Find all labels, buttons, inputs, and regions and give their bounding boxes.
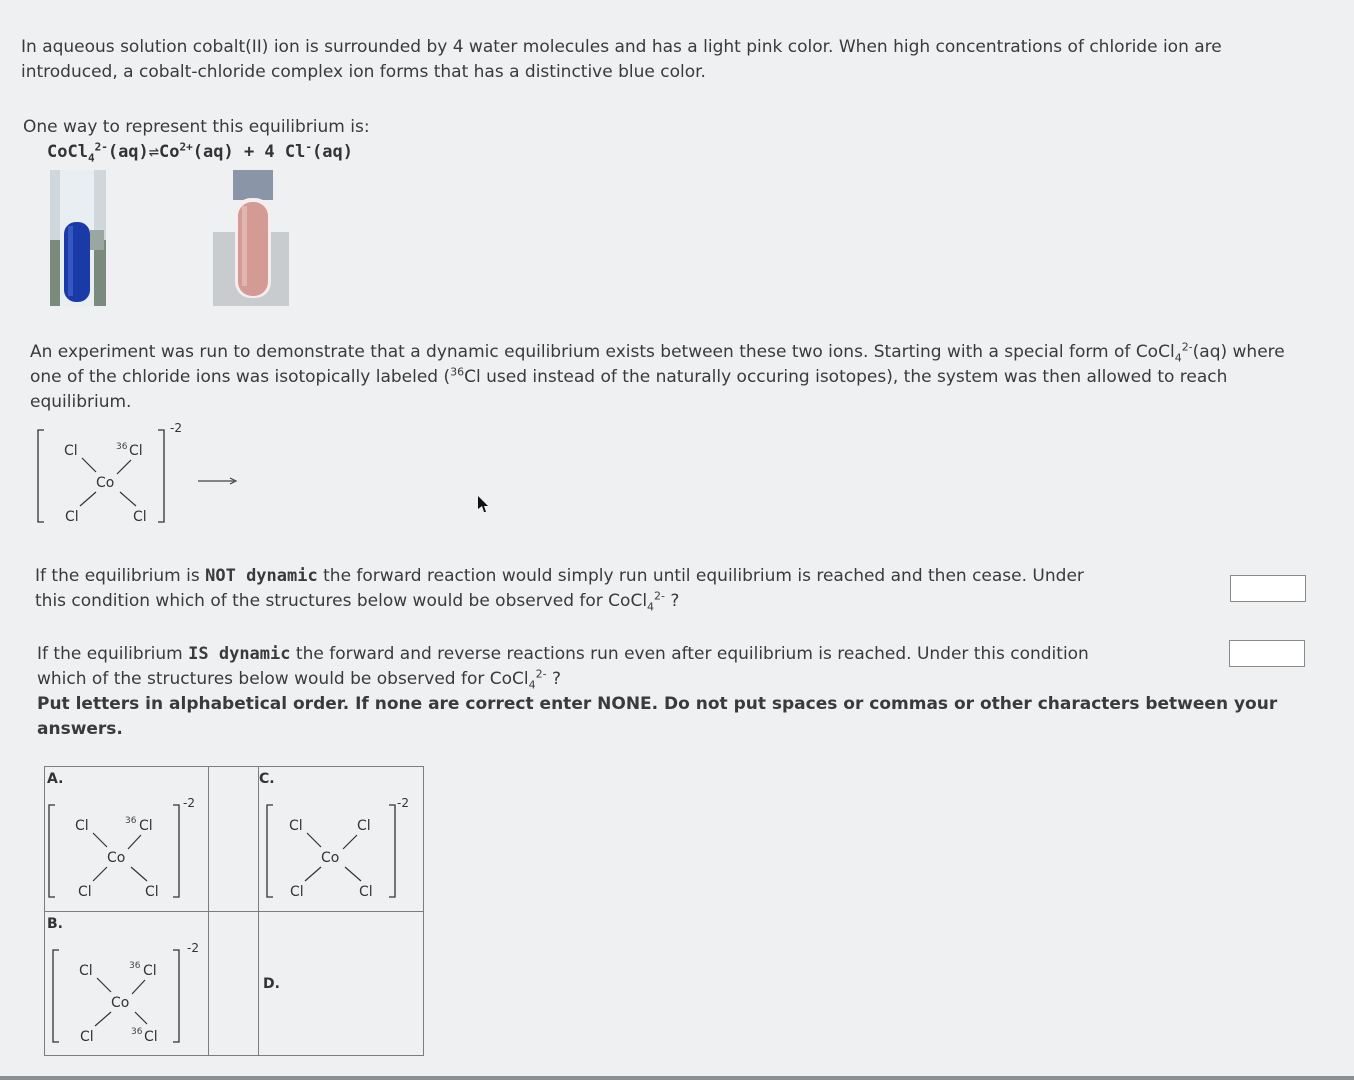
svg-text:Cl: Cl: [143, 963, 157, 979]
question-not-dynamic: If the equilibrium is NOT dynamic the forward reaction would simply run until equilibrium is reached and then cease. Under this condition which of the structures below would be observed for CoCl$_4^{2-}$ ?: [35, 566, 1084, 614]
experiment-text: An experiment was run to demonstrate that a dynamic equilibrium exists between these two ions. Starting with a special form of CoCl$_4^{2-}$(aq) where one of the chloride ions was isotopically labeled ($^{36}$Cl used instead of the naturally occuring isotopes), the system was then allowed to reach equilibrium.: [30, 340, 1285, 412]
option-c-molecule: [265, 795, 445, 925]
intro-text: [21, 35, 1321, 85]
starting-molecule: [36, 420, 216, 550]
blue-tube-image: [50, 170, 106, 306]
svg-text:36: 36: [125, 816, 137, 826]
equilibrium-label: One way to represent this equilibrium is:: [23, 117, 370, 137]
svg-text:36: 36: [116, 442, 128, 452]
svg-text:Cl: Cl: [357, 818, 371, 834]
svg-text:Cl: Cl: [139, 818, 153, 834]
svg-text:Cl: Cl: [78, 884, 92, 900]
option-a-cell: A. -2 Cl 36 Cl Co Cl Cl: [45, 767, 209, 912]
instruction-line-1: Put letters in alphabetical order. If none are correct enter NONE. Do not put spaces or commas or other characters between your: [37, 694, 1278, 714]
option-c-cell: C. -2 Cl Cl Co Cl Cl: [259, 767, 423, 912]
svg-text:-2: -2: [183, 796, 195, 810]
svg-text:Cl: Cl: [79, 963, 93, 979]
svg-text:Cl: Cl: [359, 884, 373, 900]
svg-text:Cl: Cl: [133, 509, 147, 525]
equilibrium-arrow: ⇌: [148, 142, 160, 162]
svg-text:-2: -2: [187, 941, 199, 955]
intro-line-1: In aqueous solution cobalt(II) ion is surrounded by 4 water molecules and has a light pink color. When high concentrations of chloride ion are: [21, 37, 1222, 57]
option-b-molecule: [51, 940, 231, 1070]
svg-text:Cl: Cl: [129, 443, 143, 459]
svg-text:Cl: Cl: [144, 1029, 158, 1045]
option-spacer-top: [209, 767, 259, 912]
svg-text:Co: Co: [321, 850, 340, 866]
equilibrium-equation: $CoCl_4^{2-}(aq)\rightleftharpoons Co^{2+}(aq) + 4$ Cl-(aq): [47, 140, 353, 165]
svg-text:36: 36: [131, 1027, 143, 1037]
svg-text:Cl: Cl: [75, 818, 89, 834]
not-dynamic-answer-input[interactable]: [1230, 575, 1306, 602]
option-spacer-bottom: [209, 912, 259, 1055]
svg-text:36: 36: [129, 961, 141, 971]
svg-text:Cl: Cl: [64, 443, 78, 459]
pink-tube-image: [213, 170, 289, 306]
options-grid: [44, 766, 424, 1056]
question-is-dynamic: If the equilibrium IS dynamic the forward and reverse reactions run even after equilibrium is reached. Under this condition which of the structures below would be observed for CoCl$_4^{2-}$ ? Put letters in alphabetical order. If none are correct enter NONE. Do not put spaces or commas or other characters between your answers.: [37, 642, 1227, 742]
svg-text:-2: -2: [397, 796, 409, 810]
svg-text:-2: -2: [170, 421, 182, 435]
is-dynamic-answer-input[interactable]: [1229, 640, 1305, 667]
reaction-arrow-icon: [198, 472, 238, 484]
option-d-cell: D.: [263, 976, 280, 992]
intro-line-2: introduced, a cobalt-chloride complex ion forms that has a distinctive blue color.: [21, 62, 706, 82]
svg-text:Cl: Cl: [65, 509, 79, 525]
instruction-line-2: answers.: [37, 719, 123, 739]
svg-text:Co: Co: [111, 995, 130, 1011]
svg-text:Co: Co: [107, 850, 126, 866]
svg-text:Co: Co: [96, 475, 115, 491]
option-b-cell: B. -2 Cl 36 Cl Co Cl 36 Cl: [45, 912, 209, 1055]
svg-text:Cl: Cl: [145, 884, 159, 900]
svg-text:Cl: Cl: [289, 818, 303, 834]
svg-text:Cl: Cl: [290, 884, 304, 900]
option-a-molecule: [47, 795, 227, 925]
bottom-divider: [0, 1076, 1354, 1080]
mouse-cursor-icon: [476, 494, 492, 514]
svg-text:Cl: Cl: [80, 1029, 94, 1045]
